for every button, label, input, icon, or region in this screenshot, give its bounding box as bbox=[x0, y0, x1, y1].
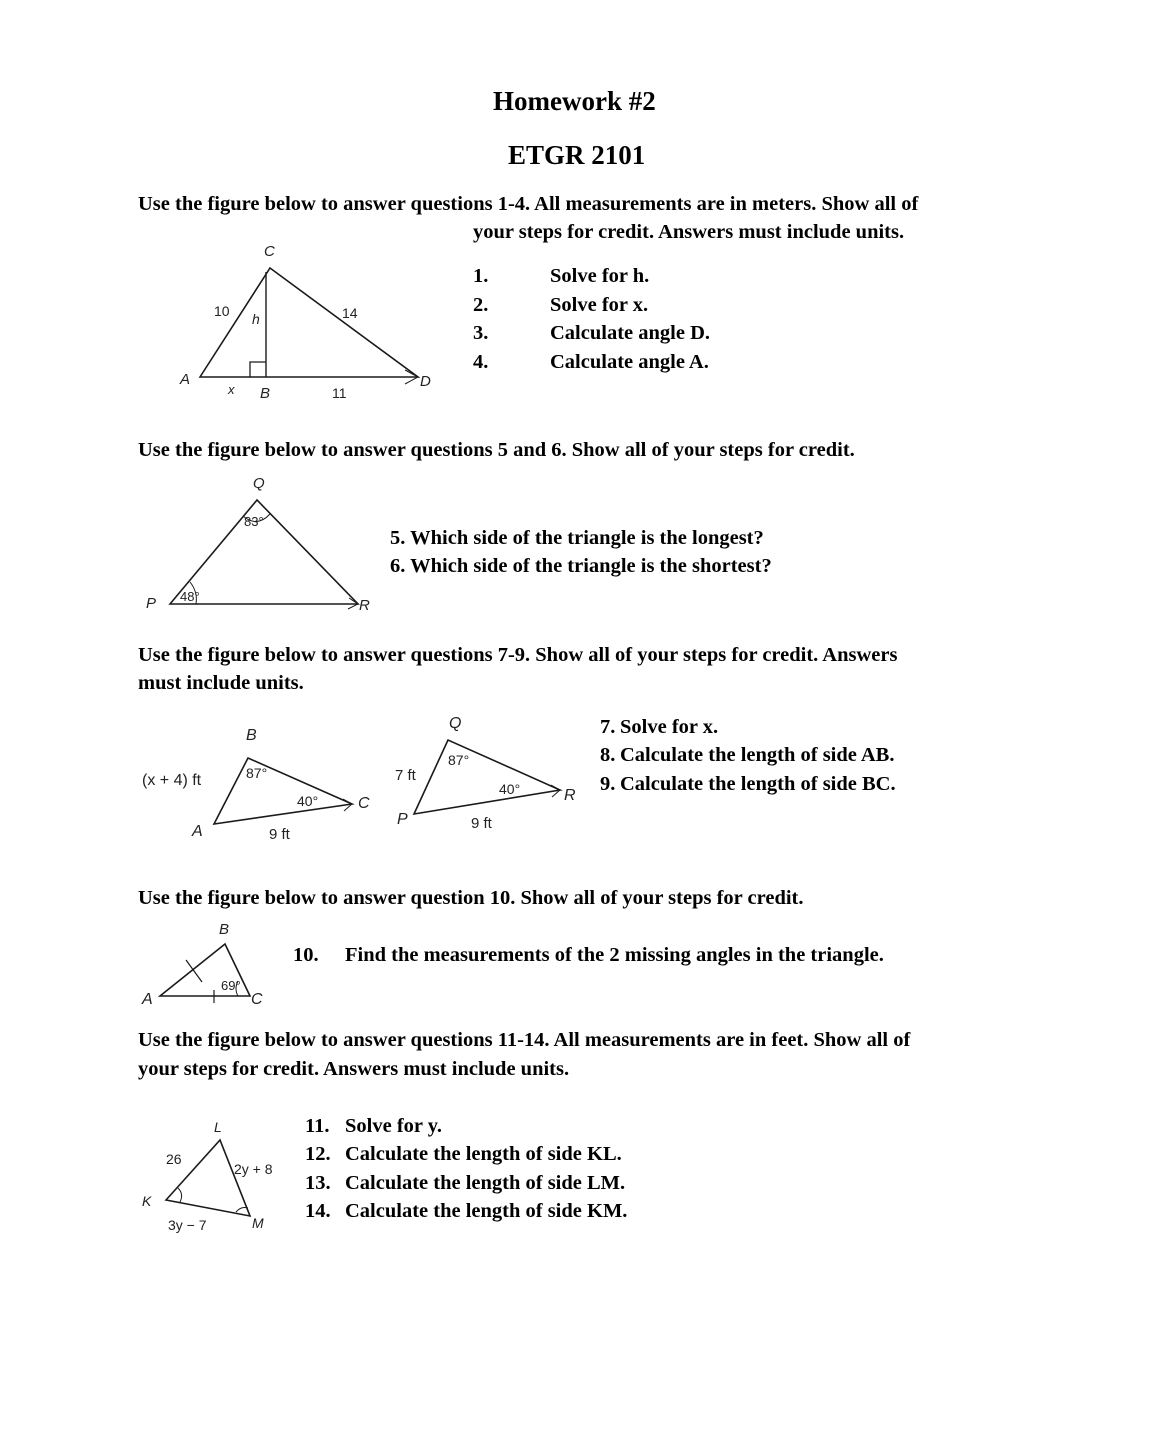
q5-text: 5. Which side of the triangle is the longest? bbox=[390, 527, 764, 549]
q10-text: Find the measurements of the 2 missing angles in the triangle. bbox=[345, 944, 884, 966]
section5-intro-line2: your steps for credit. Answers must include units. bbox=[138, 1058, 570, 1080]
label-h: h bbox=[252, 311, 260, 327]
page-title: Homework #2 bbox=[493, 86, 656, 116]
label-vertex-c: C bbox=[358, 795, 370, 812]
section5-intro-line1: Use the figure below to answer questions 11-14. All measurements are in feet. Show all of bbox=[138, 1029, 911, 1051]
q13-number: 13. bbox=[305, 1172, 331, 1194]
q12-text: Calculate the length of side KL. bbox=[345, 1143, 622, 1165]
label-angle-q: 87° bbox=[448, 752, 470, 768]
section1-intro-line2: your steps for credit. Answers must include units. bbox=[473, 221, 905, 243]
label-vertex-r: R bbox=[564, 787, 576, 804]
label-vertex-q: Q bbox=[449, 715, 462, 732]
q3-number: 3. bbox=[473, 322, 489, 344]
figure-triangle-pqr bbox=[140, 470, 380, 620]
figure-triangle-acd bbox=[140, 236, 470, 416]
q14-number: 14. bbox=[305, 1200, 331, 1222]
triangle-abc bbox=[142, 727, 370, 843]
label-side-pr: 9 ft bbox=[471, 815, 492, 832]
q2-text: Solve for x. bbox=[550, 294, 649, 316]
label-vertex-d: D bbox=[420, 373, 431, 390]
q2-number: 2. bbox=[473, 294, 489, 316]
label-vertex-p: P bbox=[397, 811, 408, 828]
section4-intro: Use the figure below to answer question 10. Show all of your steps for credit. bbox=[138, 887, 804, 909]
label-vertex-a: A bbox=[180, 371, 191, 388]
q4-text: Calculate angle A. bbox=[550, 351, 709, 373]
label-side-ab: (x + 4) ft bbox=[142, 772, 202, 789]
label-vertex-b: B bbox=[260, 385, 271, 402]
label-vertex-p: P bbox=[146, 595, 157, 612]
q1-number: 1. bbox=[473, 265, 489, 287]
label-side-lm: 2y + 8 bbox=[234, 1161, 273, 1177]
figure-triangle-abc-isosceles bbox=[140, 914, 270, 1014]
label-vertex-a: A bbox=[192, 823, 203, 840]
course-code: ETGR 2101 bbox=[508, 140, 646, 170]
section2-intro: Use the figure below to answer questions 5 and 6. Show all of your steps for credit. bbox=[138, 439, 855, 461]
q3-text: Calculate angle D. bbox=[550, 322, 710, 344]
label-vertex-c: C bbox=[264, 243, 275, 260]
q13-text: Calculate the length of side LM. bbox=[345, 1172, 626, 1194]
label-side-ac: 10 bbox=[214, 303, 230, 319]
q10-number: 10. bbox=[293, 944, 319, 966]
q4-number: 4. bbox=[473, 351, 489, 373]
q14-text: Calculate the length of side KM. bbox=[345, 1200, 628, 1222]
label-vertex-b: B bbox=[219, 921, 230, 938]
label-side-cd: 14 bbox=[342, 305, 358, 321]
q11-number: 11. bbox=[305, 1115, 330, 1137]
section3-intro-line2: must include units. bbox=[138, 672, 304, 694]
section3-intro-line1: Use the figure below to answer questions 7-9. Show all of your steps for credit. Answers bbox=[138, 644, 898, 666]
label-side-pq: 7 ft bbox=[395, 767, 416, 784]
label-vertex-l: L bbox=[214, 1119, 222, 1135]
q9-text: Calculate the length of side BC. bbox=[620, 773, 896, 795]
label-x: x bbox=[228, 382, 235, 397]
label-angle-p: 48° bbox=[180, 589, 200, 604]
label-angle-c: 40° bbox=[297, 793, 319, 809]
label-vertex-r: R bbox=[359, 597, 370, 614]
q11-text: Solve for y. bbox=[345, 1115, 442, 1137]
label-vertex-b: B bbox=[246, 727, 257, 744]
figure-similar-triangles bbox=[138, 710, 588, 855]
q8-number: 8. bbox=[600, 744, 616, 766]
label-angle-r: 40° bbox=[499, 781, 521, 797]
q7-number: 7. bbox=[600, 716, 616, 738]
figure-triangle-klm bbox=[140, 1110, 300, 1240]
label-angle-q: 83° bbox=[244, 514, 264, 529]
label-side-kl: 26 bbox=[166, 1151, 182, 1167]
label-vertex-k: K bbox=[142, 1193, 152, 1209]
q6-text: 6. Which side of the triangle is the shortest? bbox=[390, 555, 772, 577]
q7-text: Solve for x. bbox=[620, 716, 719, 738]
label-angle-b: 87° bbox=[246, 765, 268, 781]
q8-text: Calculate the length of side AB. bbox=[620, 744, 895, 766]
q1-text: Solve for h. bbox=[550, 265, 650, 287]
q12-number: 12. bbox=[305, 1143, 331, 1165]
label-side-ac: 9 ft bbox=[269, 826, 290, 843]
triangle-pqr bbox=[395, 715, 576, 832]
label-vertex-m: M bbox=[252, 1215, 264, 1231]
label-vertex-q: Q bbox=[253, 475, 265, 492]
label-vertex-c: C bbox=[251, 991, 263, 1008]
label-vertex-a: A bbox=[142, 991, 153, 1008]
label-side-bd: 11 bbox=[332, 385, 347, 401]
q9-number: 9. bbox=[600, 773, 616, 795]
section1-intro-line1: Use the figure below to answer questions 1-4. All measurements are in meters. Show all of bbox=[138, 193, 919, 215]
label-side-km: 3y − 7 bbox=[168, 1217, 207, 1233]
label-angle-c: 69° bbox=[221, 978, 241, 993]
